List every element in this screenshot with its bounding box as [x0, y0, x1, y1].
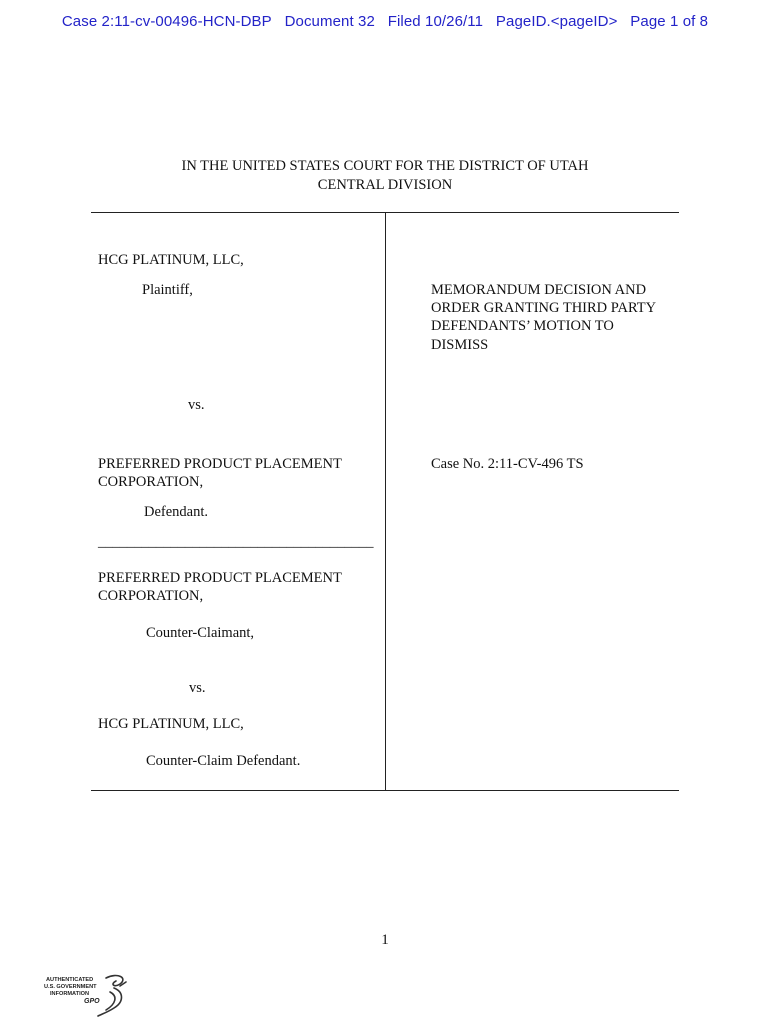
plaintiff-role: Plaintiff, — [142, 282, 193, 298]
versus-2: vs. — [189, 680, 206, 696]
defendant-role: Defendant. — [144, 504, 209, 520]
document-number: Document 32 — [284, 13, 375, 30]
eagle-mark-icon — [98, 976, 126, 1016]
seal-line-2: U.S. GOVERNMENT — [44, 984, 97, 990]
caption-bottom-rule — [91, 790, 679, 791]
document-title-line-3: DEFENDANTS’ MOTION TO — [431, 318, 614, 334]
court-division: CENTRAL DIVISION — [317, 177, 453, 193]
court-name: IN THE UNITED STATES COURT FOR THE DISTRICT OF UTAH — [181, 158, 589, 174]
seal-line-4: GPO — [84, 998, 100, 1005]
document-title-line-4: DISMISS — [431, 337, 489, 353]
page-count: Page 1 of 8 — [630, 13, 709, 30]
page-id: PageID.<pageID> — [495, 13, 618, 30]
caption-divider — [385, 213, 386, 791]
counterclaimant-name-line-2: CORPORATION, — [98, 588, 204, 604]
seal-line-1: AUTHENTICATED — [46, 977, 94, 983]
counterdefendant-name: HCG PLATINUM, LLC, — [98, 716, 244, 732]
defendant-name-line-2: CORPORATION, — [98, 474, 204, 490]
case-number-label: Case No. 2:11-CV-496 TS — [431, 456, 584, 472]
plaintiff-name: HCG PLATINUM, LLC, — [98, 252, 244, 268]
filed-date: Filed 10/26/11 — [387, 13, 484, 30]
page-number: 1 — [381, 932, 389, 948]
counterdefendant-role: Counter-Claim Defendant. — [146, 753, 301, 769]
defendant-name-line-1: PREFERRED PRODUCT PLACEMENT — [98, 456, 342, 472]
seal-line-3: INFORMATION — [50, 991, 90, 997]
versus-1: vs. — [188, 397, 205, 413]
document-title-line-1: MEMORANDUM DECISION AND — [431, 282, 647, 298]
document-title-line-2: ORDER GRANTING THIRD PARTY — [431, 300, 657, 316]
counterclaimant-role: Counter-Claimant, — [146, 625, 255, 641]
gpo-authentication-seal — [44, 972, 130, 1018]
case-number: Case 2:11-cv-00496-HCN-DBP — [61, 13, 272, 30]
case-header — [0, 13, 770, 30]
caption-separator: ______________________________________ — [98, 534, 374, 550]
counterclaimant-name-line-1: PREFERRED PRODUCT PLACEMENT — [98, 570, 342, 586]
